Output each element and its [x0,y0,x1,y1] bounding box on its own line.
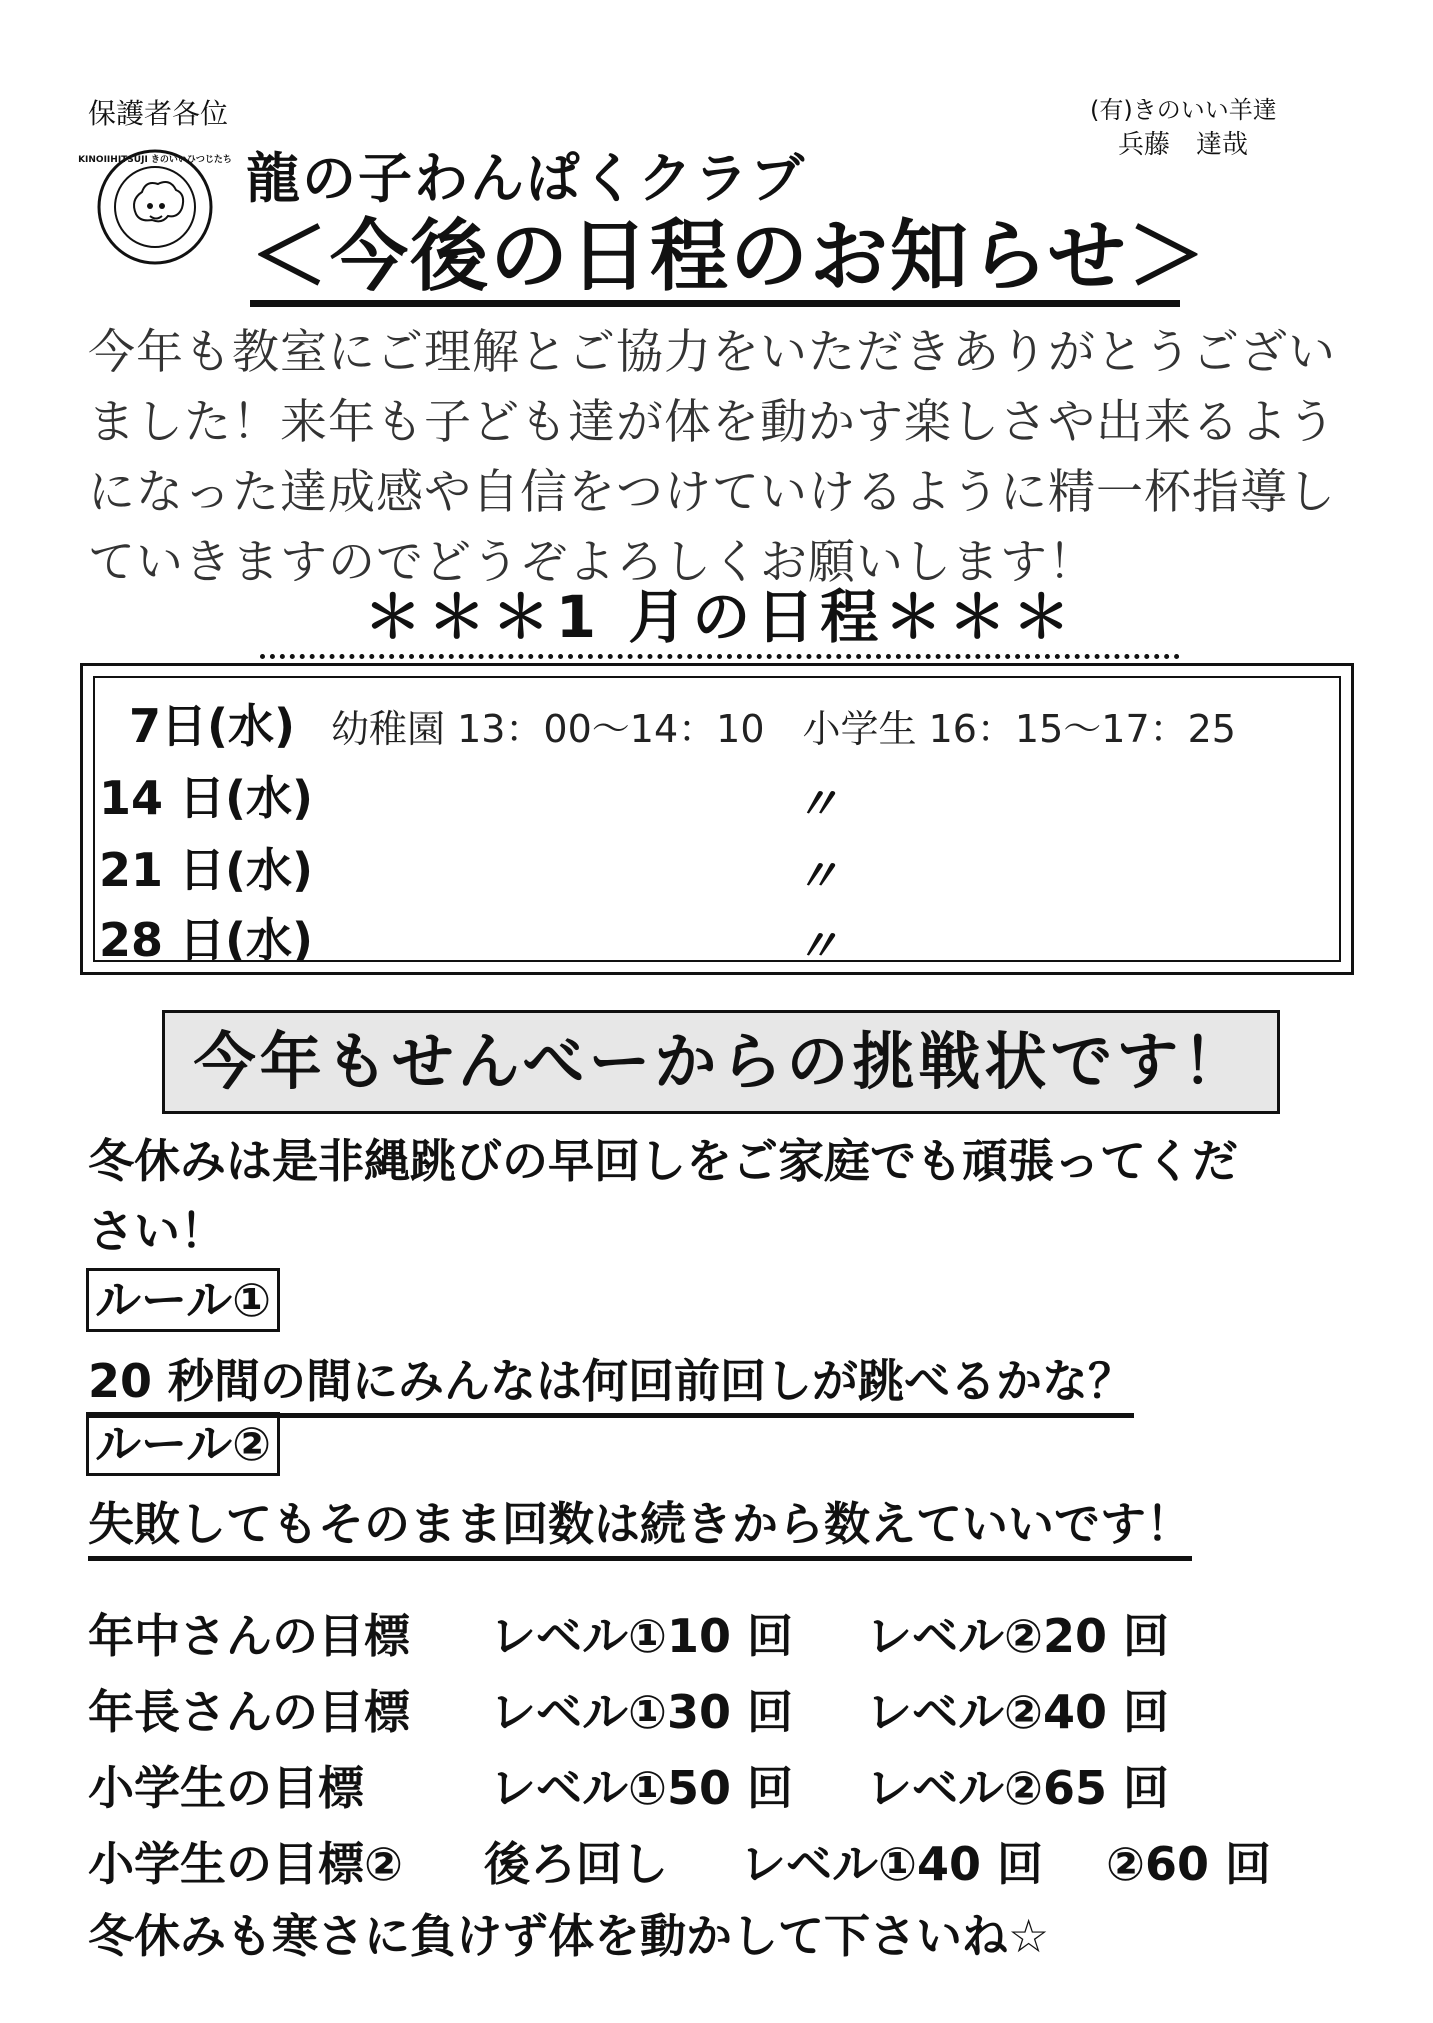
page-title: ＜今後の日程のお知らせ＞ [250,218,1180,307]
month-schedule-heading: ＊＊＊1 月の日程＊＊＊ [260,588,1180,659]
company-logo [78,148,232,266]
goal-level-2: レベル①40 回 [740,1837,1043,1891]
challenge-banner: 今年もせんべーからの挑戦状です！ [162,1010,1280,1114]
ditto-mark: 〃 [795,921,839,972]
ditto-mark: 〃 [795,851,839,902]
goal-level-extra: ②60 回 [1106,1837,1271,1891]
club-name: 龍の子わんぱくクラブ [246,147,806,210]
rule2-label: ルール② [86,1412,280,1476]
sender-company: (有)きのいい羊達 [1090,96,1277,124]
schedule-row [95,904,1339,976]
sheep-logo-icon [78,148,232,266]
winter-text-line: 冬休みは是非縄跳びの早回しをご家庭でも頑張ってくだ [88,1134,1238,1188]
goal-target-group: 小学生の目標② [88,1837,403,1891]
schedule-row [95,762,1339,834]
schedule-date: 7日(水) [129,699,296,753]
schedule-row [95,690,1339,762]
goal-level-1: レベル①10 回 [490,1609,793,1663]
rule1-label: ルール① [86,1268,280,1332]
schedule-date: 14 日(水) [99,771,314,825]
ditto-mark: 〃 [795,779,839,830]
rule1-text: 20 秒間の間にみんなは何回前回しが跳べるかな？ [88,1345,1134,1418]
schedule-date: 21 日(水) [99,843,314,897]
rule2-text: 失敗してもそのまま回数は続きから数えていいです！ [88,1488,1192,1561]
goal-level-1: レベル①50 回 [490,1761,793,1815]
schedule-date: 28 日(水) [99,913,314,967]
winter-text-line: さい！ [88,1204,226,1258]
goal-target-group: 年中さんの目標 [88,1609,410,1663]
sender-name: 兵藤 達哉 [1118,130,1249,160]
schedule-box [80,663,1354,975]
schedule-inner-frame [93,676,1341,972]
goal-level-1: 後ろ回し [484,1837,668,1891]
goal-target-group: 小学生の目標 [88,1761,364,1815]
schedule-detail: 幼稚園 13：00〜14：10 小学生 16：15〜17：25 [331,707,1236,751]
addressee: 保護者各位 [88,97,229,130]
closing-message: 冬休みも寒さに負けず体を動かして下さいね☆ [88,1909,1050,1963]
logo-lettering: KINOIIHITSUJI きのいいひつじたち [78,155,232,165]
goal-level-2: レベル②20 回 [866,1609,1169,1663]
goal-level-2: レベル②65 回 [866,1761,1169,1815]
goal-level-2: レベル②40 回 [866,1685,1169,1739]
goal-level-1: レベル①30 回 [490,1685,793,1739]
goal-target-group: 年長さんの目標 [88,1685,410,1739]
schedule-row [95,834,1339,906]
intro-paragraph: 今年も教室にご理解とご協力をいただきありがとうございました！来年も子ども達が体を動かす楽しさや出来るようになった達成感や自信をつけていけるように精一杯指導していきますのでどうぞよろしくお願いします！ [88,325,1336,590]
